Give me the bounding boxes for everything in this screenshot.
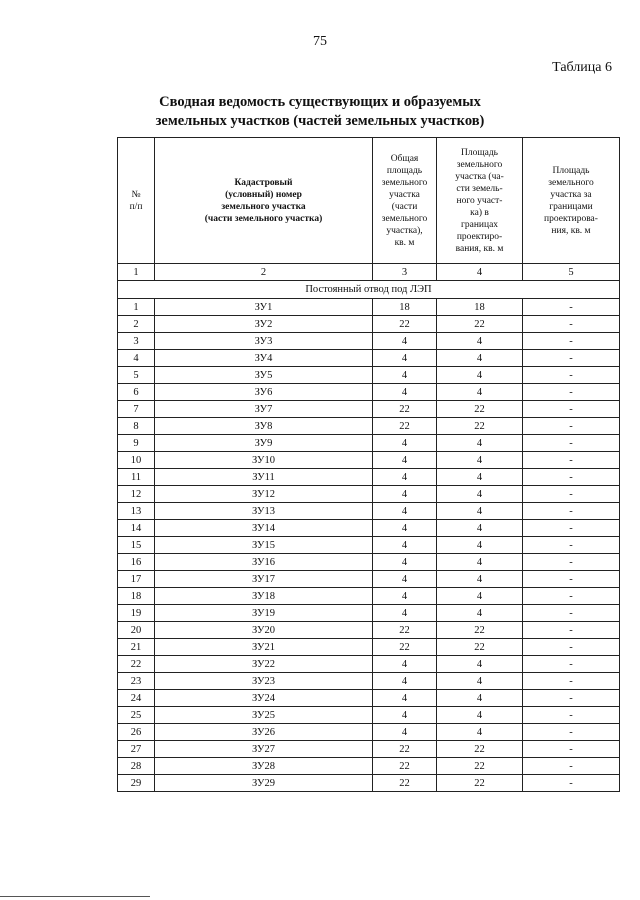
row-number-cell: 13	[118, 503, 155, 520]
area-in-project-cell: 4	[437, 435, 523, 452]
header-line: (условный) номер	[225, 189, 302, 200]
table-row	[118, 690, 620, 707]
area-outside-cell: -	[523, 588, 620, 605]
cadastral-number-cell: ЗУ29	[155, 775, 373, 792]
area-in-project-cell: 4	[437, 724, 523, 741]
cadastral-number-cell: ЗУ26	[155, 724, 373, 741]
table-row	[118, 401, 620, 418]
cadastral-number-cell: ЗУ11	[155, 469, 373, 486]
total-area-cell: 22	[373, 639, 437, 656]
area-outside-cell: -	[523, 775, 620, 792]
row-number-cell: 2	[118, 316, 155, 333]
area-in-project-cell: 4	[437, 605, 523, 622]
total-area-cell: 18	[373, 299, 437, 316]
row-number-cell: 11	[118, 469, 155, 486]
column-number: 3	[373, 264, 437, 281]
table-row	[118, 639, 620, 656]
header-line: земельного участка	[221, 201, 306, 212]
header-number	[118, 138, 155, 264]
column-number: 2	[155, 264, 373, 281]
header-line: границах	[460, 219, 499, 230]
total-area-cell: 4	[373, 486, 437, 503]
table-row	[118, 452, 620, 469]
cadastral-number-cell: ЗУ1	[155, 299, 373, 316]
header-line: земельного	[381, 177, 428, 188]
area-outside-cell: -	[523, 367, 620, 384]
total-area-cell: 4	[373, 707, 437, 724]
header-cadastral-number	[155, 138, 373, 264]
table-body	[118, 299, 620, 792]
row-number-cell: 9	[118, 435, 155, 452]
cadastral-number-cell: ЗУ14	[155, 520, 373, 537]
land-plots-table	[117, 137, 620, 792]
area-outside-cell: -	[523, 724, 620, 741]
header-line: вания, кв. м	[455, 243, 504, 254]
table-row	[118, 520, 620, 537]
document-title-line-1: Сводная ведомость существующих и образуемых	[159, 94, 481, 110]
cadastral-number-cell: ЗУ27	[155, 741, 373, 758]
cadastral-number-cell: ЗУ19	[155, 605, 373, 622]
total-area-cell: 4	[373, 503, 437, 520]
cadastral-number-cell: ЗУ4	[155, 350, 373, 367]
row-number-cell: 5	[118, 367, 155, 384]
table-row	[118, 775, 620, 792]
area-outside-cell: -	[523, 469, 620, 486]
row-number-cell: 24	[118, 690, 155, 707]
area-in-project-cell: 4	[437, 673, 523, 690]
cadastral-number-cell: ЗУ13	[155, 503, 373, 520]
area-in-project-cell: 4	[437, 520, 523, 537]
table-row	[118, 656, 620, 673]
header-line: (части земельного участка)	[204, 213, 323, 224]
row-number-cell: 14	[118, 520, 155, 537]
row-number-cell: 12	[118, 486, 155, 503]
row-number-cell: 6	[118, 384, 155, 401]
total-area-cell: 22	[373, 401, 437, 418]
total-area-cell: 4	[373, 605, 437, 622]
area-outside-cell: -	[523, 554, 620, 571]
total-area-cell: 4	[373, 452, 437, 469]
row-number-cell: 1	[118, 299, 155, 316]
table-row	[118, 554, 620, 571]
table-row	[118, 741, 620, 758]
area-outside-cell: -	[523, 350, 620, 367]
header-line: Площадь	[552, 165, 590, 176]
row-number-cell: 25	[118, 707, 155, 724]
total-area-cell: 4	[373, 350, 437, 367]
area-outside-cell: -	[523, 435, 620, 452]
header-line: земельного	[548, 177, 594, 188]
total-area-cell: 4	[373, 435, 437, 452]
area-in-project-cell: 4	[437, 486, 523, 503]
cadastral-number-cell: ЗУ8	[155, 418, 373, 435]
total-area-cell: 4	[373, 469, 437, 486]
header-line: п/п	[129, 201, 143, 212]
row-number-cell: 8	[118, 418, 155, 435]
table-row	[118, 316, 620, 333]
total-area-cell: 4	[373, 384, 437, 401]
cadastral-number-cell: ЗУ17	[155, 571, 373, 588]
header-line: ния, кв. м	[551, 225, 591, 236]
header-line: Общая	[390, 153, 419, 164]
area-outside-cell: -	[523, 401, 620, 418]
area-in-project-cell: 4	[437, 707, 523, 724]
header-line: земельного	[381, 213, 428, 224]
table-row	[118, 673, 620, 690]
area-outside-cell: -	[523, 690, 620, 707]
header-line: ка) в	[470, 207, 489, 218]
area-outside-cell: -	[523, 316, 620, 333]
table-row	[118, 435, 620, 452]
row-number-cell: 22	[118, 656, 155, 673]
area-outside-cell: -	[523, 571, 620, 588]
total-area-cell: 4	[373, 588, 437, 605]
row-number-cell: 26	[118, 724, 155, 741]
table-row	[118, 758, 620, 775]
header-line: участка (ча-	[455, 171, 504, 182]
total-area-cell: 22	[373, 758, 437, 775]
cadastral-number-cell: ЗУ10	[155, 452, 373, 469]
table-row	[118, 707, 620, 724]
total-area-cell: 4	[373, 554, 437, 571]
area-outside-cell: -	[523, 741, 620, 758]
area-in-project-cell: 4	[437, 571, 523, 588]
header-line: ного участ-	[456, 195, 503, 206]
area-outside-cell: -	[523, 384, 620, 401]
cadastral-number-cell: ЗУ22	[155, 656, 373, 673]
header-line: (части	[391, 201, 418, 212]
cadastral-number-cell: ЗУ18	[155, 588, 373, 605]
cadastral-number-cell: ЗУ3	[155, 333, 373, 350]
area-outside-cell: -	[523, 673, 620, 690]
area-outside-cell: -	[523, 758, 620, 775]
header-line: участка),	[386, 225, 423, 236]
table-row	[118, 469, 620, 486]
header-area-in-project	[437, 138, 523, 264]
cadastral-number-cell: ЗУ5	[155, 367, 373, 384]
area-in-project-cell: 4	[437, 350, 523, 367]
area-in-project-cell: 22	[437, 775, 523, 792]
header-line: проектиро-	[456, 231, 503, 242]
table-row	[118, 724, 620, 741]
table-row	[118, 503, 620, 520]
table-row	[118, 350, 620, 367]
table-row	[118, 605, 620, 622]
area-outside-cell: -	[523, 605, 620, 622]
header-line: сти земель-	[456, 183, 503, 194]
column-number: 1	[118, 264, 155, 281]
header-line: проектирова-	[544, 213, 598, 224]
header-line: Площадь	[460, 147, 499, 158]
row-number-cell: 29	[118, 775, 155, 792]
total-area-cell: 22	[373, 418, 437, 435]
area-in-project-cell: 4	[437, 588, 523, 605]
area-outside-cell: -	[523, 333, 620, 350]
total-area-cell: 4	[373, 673, 437, 690]
area-outside-cell: -	[523, 299, 620, 316]
area-in-project-cell: 22	[437, 639, 523, 656]
row-number-cell: 21	[118, 639, 155, 656]
document-title	[100, 93, 540, 131]
table-row	[118, 486, 620, 503]
row-number-cell: 7	[118, 401, 155, 418]
area-in-project-cell: 18	[437, 299, 523, 316]
row-number-cell: 28	[118, 758, 155, 775]
area-outside-cell: -	[523, 537, 620, 554]
area-in-project-cell: 4	[437, 554, 523, 571]
row-number-cell: 27	[118, 741, 155, 758]
area-outside-cell: -	[523, 520, 620, 537]
cadastral-number-cell: ЗУ9	[155, 435, 373, 452]
area-in-project-cell: 22	[437, 758, 523, 775]
section-title: Постоянный отвод под ЛЭП	[118, 281, 620, 299]
cadastral-number-cell: ЗУ28	[155, 758, 373, 775]
area-outside-cell: -	[523, 486, 620, 503]
cadastral-number-cell: ЗУ24	[155, 690, 373, 707]
row-number-cell: 18	[118, 588, 155, 605]
area-in-project-cell: 4	[437, 469, 523, 486]
area-outside-cell: -	[523, 622, 620, 639]
area-in-project-cell: 4	[437, 452, 523, 469]
area-in-project-cell: 4	[437, 656, 523, 673]
footer-rule	[0, 896, 150, 897]
area-in-project-cell: 22	[437, 418, 523, 435]
cadastral-number-cell: ЗУ21	[155, 639, 373, 656]
table-row	[118, 588, 620, 605]
table-row	[118, 367, 620, 384]
header-total-area	[373, 138, 437, 264]
table-row	[118, 622, 620, 639]
row-number-cell: 19	[118, 605, 155, 622]
cadastral-number-cell: ЗУ20	[155, 622, 373, 639]
cadastral-number-cell: ЗУ23	[155, 673, 373, 690]
total-area-cell: 4	[373, 537, 437, 554]
area-in-project-cell: 4	[437, 384, 523, 401]
area-in-project-cell: 4	[437, 367, 523, 384]
cadastral-number-cell: ЗУ2	[155, 316, 373, 333]
area-outside-cell: -	[523, 639, 620, 656]
row-number-cell: 23	[118, 673, 155, 690]
header-line: Кадастровый	[234, 177, 293, 188]
cadastral-number-cell: ЗУ16	[155, 554, 373, 571]
total-area-cell: 4	[373, 367, 437, 384]
total-area-cell: 22	[373, 316, 437, 333]
document-title-line-2: земельных участков (частей земельных участков)	[155, 113, 485, 129]
area-outside-cell: -	[523, 452, 620, 469]
total-area-cell: 4	[373, 656, 437, 673]
cadastral-number-cell: ЗУ6	[155, 384, 373, 401]
table-row	[118, 571, 620, 588]
area-in-project-cell: 22	[437, 622, 523, 639]
total-area-cell: 22	[373, 622, 437, 639]
header-line: участка за	[550, 189, 592, 200]
total-area-cell: 4	[373, 690, 437, 707]
area-in-project-cell: 22	[437, 401, 523, 418]
header-line: земельного	[456, 159, 503, 170]
area-outside-cell: -	[523, 707, 620, 724]
area-in-project-cell: 4	[437, 503, 523, 520]
total-area-cell: 4	[373, 571, 437, 588]
row-number-cell: 10	[118, 452, 155, 469]
cadastral-number-cell: ЗУ12	[155, 486, 373, 503]
cadastral-number-cell: ЗУ7	[155, 401, 373, 418]
header-area-outside	[523, 138, 620, 264]
table-row	[118, 418, 620, 435]
total-area-cell: 22	[373, 775, 437, 792]
area-outside-cell: -	[523, 418, 620, 435]
total-area-cell: 4	[373, 333, 437, 350]
total-area-cell: 22	[373, 741, 437, 758]
area-in-project-cell: 4	[437, 537, 523, 554]
cadastral-number-cell: ЗУ15	[155, 537, 373, 554]
area-outside-cell: -	[523, 503, 620, 520]
table-caption: Таблица 6	[552, 60, 612, 75]
area-in-project-cell: 22	[437, 316, 523, 333]
row-number-cell: 17	[118, 571, 155, 588]
header-line: границами	[549, 201, 593, 212]
row-number-cell: 20	[118, 622, 155, 639]
table-row	[118, 299, 620, 316]
row-number-cell: 3	[118, 333, 155, 350]
row-number-cell: 4	[118, 350, 155, 367]
cadastral-number-cell: ЗУ25	[155, 707, 373, 724]
table-row	[118, 537, 620, 554]
area-in-project-cell: 4	[437, 690, 523, 707]
total-area-cell: 4	[373, 520, 437, 537]
row-number-cell: 16	[118, 554, 155, 571]
table-row	[118, 333, 620, 350]
area-in-project-cell: 22	[437, 741, 523, 758]
header-line: кв. м	[394, 237, 415, 248]
area-outside-cell: -	[523, 656, 620, 673]
header-line: участка	[389, 189, 420, 200]
area-in-project-cell: 4	[437, 333, 523, 350]
header-line: площадь	[386, 165, 423, 176]
row-number-cell: 15	[118, 537, 155, 554]
total-area-cell: 4	[373, 724, 437, 741]
table-row	[118, 384, 620, 401]
table-header-row	[118, 138, 620, 264]
section-row	[118, 281, 620, 299]
header-line: №	[131, 189, 141, 200]
column-number: 5	[523, 264, 620, 281]
column-number-row	[118, 264, 620, 281]
page-number: 75	[313, 34, 327, 49]
column-number: 4	[437, 264, 523, 281]
